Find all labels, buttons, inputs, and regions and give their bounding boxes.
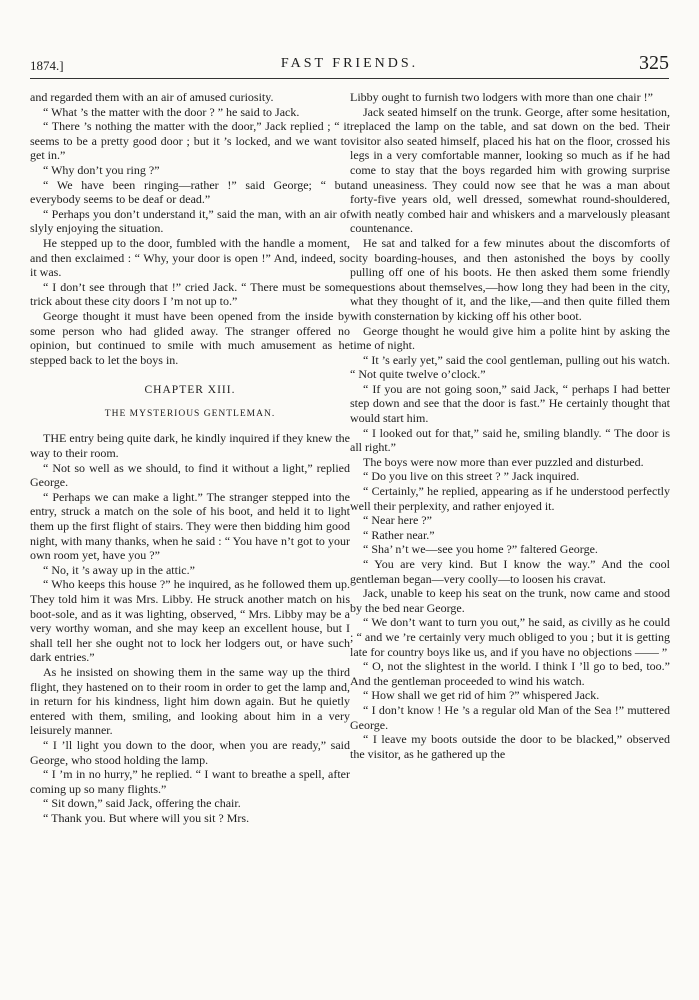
paragraph: “ We don’t want to turn you out,” he said, as civilly as he could ; “ and we ’re certainly very much obliged to you ; but it is getting late for country boys like us, and if you have no objections —— ” [350, 615, 670, 659]
paragraph: “ It ’s early yet,” said the cool gentleman, pulling out his watch. “ Not quite twelve o’clock.” [350, 352, 670, 382]
paragraph: “ How shall we get rid of him ?” whispered Jack. [363, 688, 600, 703]
running-header [30, 52, 669, 79]
paragraph: “ Who keeps this house ?” he inquired, as he followed them up. They told him it was Mrs. Libby. He struck another match on his boot-sole, and as it was lighting, observed, “ Mrs. Libby may be a very worthy woman, and she may keep an excellent house, but I shall tell her she ought not to lock her lodgers out, or have such dark entries.” [30, 577, 350, 665]
paragraph: “ Thank you. But where will you sit ? Mrs. [43, 810, 250, 825]
paragraph: “ I don’t know ! He ’s a regular old Man of the Sea !” muttered George. [350, 702, 670, 732]
paragraph: As he insisted on showing them in the same way up the third flight, they hastened on to their room in order to get the lamp and, in return for his kindness, light him down again. But he quietly entered with them, smiling, and looking about him in a very leisurely manner. [30, 664, 350, 738]
paragraph: Jack seated himself on the trunk. George, after some hesitation, replaced the lamp on the table, and sat down on the bed. Their visitor also seated himself, placed his hat on the floor, crossed his legs in a very comfortable manner, looking so much as if he had come to stay that the boys regarded him with growing surprise and uneasiness. They could now see that he was a man about forty-five years old, well dressed, somewhat round-shouldered, with neatly combed hair and whiskers and a marvelously pleasant countenance. [350, 104, 670, 236]
paragraph: Jack, unable to keep his seat on the trunk, now came and stood by the bed near George. [350, 586, 670, 615]
paragraph: “ You are very kind. But I know the way.” And the cool gentleman began—very coolly—to loosen his cravat. [350, 557, 670, 586]
paragraph: He sat and talked for a few minutes about the discomforts of city boarding-houses, and then astonished the boys by coolly pulling off one of his boots. He then asked them some friendly questions about themselves,—how long they had been in the city, what they thought of it, and the like,—and then quite filled them with consternation by kicking off his other boot. [350, 235, 670, 323]
paragraph: “ I leave my boots outside the door to be blacked,” observed the visitor, as he gathered up the [350, 732, 670, 761]
paragraph: “ Certainly,” he replied, appearing as if he understood perfectly well their perplexity, and rather enjoyed it. [350, 484, 670, 513]
paragraph: “ What ’s the matter with the door ? ” he said to Jack. [43, 104, 300, 119]
paragraph: The boys were now more than ever puzzled and disturbed. [363, 454, 644, 469]
paragraph: “ Why don’t you ring ?” [43, 162, 160, 177]
paragraph: “ We have been ringing—rather !” said George; “ but everybody seems to be deaf or dead.” [30, 177, 350, 207]
left-column [30, 90, 350, 826]
paragraph: “ I ’ll light you down to the door, when you are ready,” said George, who stood holding the lamp. [30, 737, 350, 767]
paragraph: “ Perhaps we can make a light.” The stranger stepped into the entry, struck a match on the sole of his boot, and held it to light them up the first flight of stairs. They were then bidding him good night, with many thanks, when he said : “ You have n’t got to your own room yet, have you ?” [30, 489, 350, 563]
paragraph: and regarded them with an air of amused curiosity. [30, 90, 274, 104]
paragraph: “ Not so well as we should, to find it without a light,” replied George. [30, 460, 350, 490]
chapter-heading: CHAPTER XIII. [144, 384, 236, 397]
page-number: 325 [639, 52, 669, 74]
header-title: FAST FRIENDS. [280, 56, 419, 71]
paragraph: “ Near here ?” [363, 513, 432, 528]
paragraph: “ Sit down,” said Jack, offering the chair. [43, 796, 241, 811]
header-year: 1874.] [30, 58, 64, 73]
paragraph: “ Do you live on this street ? ” Jack inquired. [363, 469, 580, 484]
paragraph: “ I don’t see through that !” cried Jack. “ There must be some trick about these city doors I ’m not up to.” [30, 279, 350, 309]
paragraph: “ There ’s nothing the matter with the door,” Jack replied ; “ it seems to be a pretty good door ; but it ’s locked, and we want to get in.” [30, 119, 350, 163]
paragraph: “ Perhaps you don’t understand it,” said the man, with an air of slyly enjoying the situation. [30, 206, 350, 236]
paragraph: “ O, not the slightest in the world. I think I ’ll go to bed, too.” And the gentleman proceeded to wind his watch. [350, 659, 670, 688]
paragraph: “ Rather near.” [363, 527, 435, 542]
paragraph: George thought he would give him a polite hint by asking the time of night. [350, 323, 670, 353]
paragraph: “ I ’m in no hurry,” he replied. “ I want to breathe a spell, after coming up so many flights.” [30, 767, 350, 796]
paragraph: “ Sha’ n’t we—see you home ?” faltered George. [363, 542, 598, 557]
paragraph: Libby ought to furnish two lodgers with more than one chair !” [350, 90, 653, 104]
paragraph: “ If you are not going soon,” said Jack, “ perhaps I had better step down and see that the door is fast.” He certainly thought that would start him. [350, 381, 670, 426]
paragraph: “ No, it ’s away up in the attic.” [43, 562, 195, 577]
chapter-title: THE MYSTERIOUS GENTLEMAN. [104, 408, 276, 419]
paragraph: George thought it must have been opened from the inside by some person who had glided away. The stranger offered no opinion, but continued to smile with much amusement as he stepped back to let the boys in. [30, 308, 350, 367]
right-column [350, 90, 670, 761]
paragraph: “ I looked out for that,” said he, smiling blandly. “ The door is all right.” [350, 425, 670, 455]
paragraph: He stepped up to the door, fumbled with the handle a moment, and then exclaimed : “ Why, your door is open !” And, indeed, so it was. [30, 235, 350, 280]
paragraph: THE entry being quite dark, he kindly inquired if they knew the way to their room. [30, 431, 350, 461]
